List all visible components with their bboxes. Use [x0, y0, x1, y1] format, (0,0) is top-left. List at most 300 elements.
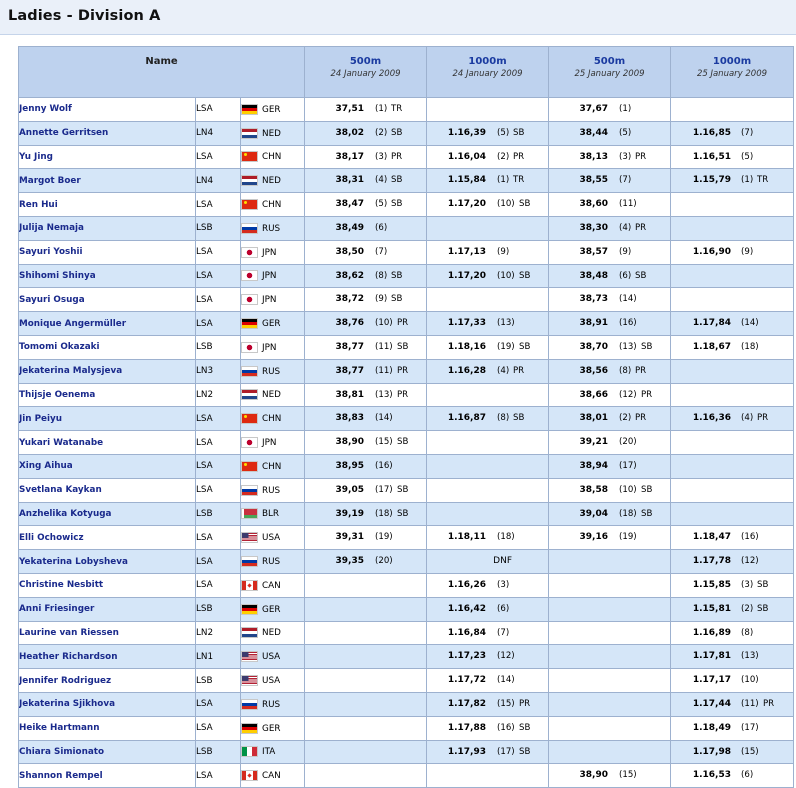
skater-name[interactable]: Yu Jing	[19, 145, 196, 169]
result-cell	[549, 216, 671, 240]
result-record-tag: PR	[763, 698, 775, 709]
result-cell	[549, 550, 671, 574]
result-rank: (18)	[375, 508, 393, 519]
result-rank: (9)	[375, 294, 388, 305]
skater-name[interactable]: Xing Aihua	[19, 454, 196, 478]
result-record-tag: SB	[513, 413, 525, 424]
skater-name[interactable]: Jekaterina Sjikhova	[19, 692, 196, 716]
result-record-tag: SB	[391, 175, 403, 186]
result-cell	[427, 169, 549, 193]
result-record-tag: SB	[397, 341, 409, 352]
name-header: Name	[19, 47, 305, 98]
skater-name[interactable]: Sayuri Osuga	[19, 288, 196, 312]
result-cell	[305, 502, 427, 526]
result-time: 38,17	[335, 151, 364, 162]
result-time: 1.16,26	[447, 579, 486, 590]
result-cell	[549, 764, 671, 788]
country-cell	[241, 121, 305, 145]
result-time: 1.17,20	[447, 199, 486, 210]
flag-icon	[241, 770, 258, 781]
result-record-tag: SB	[641, 341, 653, 352]
result-rank: (12)	[497, 651, 515, 662]
result-cell	[549, 692, 671, 716]
flag-icon	[241, 437, 258, 448]
result-time: 1.16,90	[692, 246, 731, 257]
result-cell	[305, 692, 427, 716]
header-row	[19, 47, 794, 98]
result-record-tag: PR	[641, 389, 653, 400]
country-code: GER	[262, 604, 281, 615]
result-cell	[427, 335, 549, 359]
result-rank: (10)	[375, 318, 393, 329]
country-code: ITA	[262, 747, 276, 758]
event-date: 25 January 2009	[574, 69, 645, 79]
club-code: LN2	[196, 383, 241, 407]
club-code: LN2	[196, 621, 241, 645]
flag-icon	[241, 318, 258, 329]
flag-icon	[241, 389, 258, 400]
club-code: LSA	[196, 764, 241, 788]
club-code: LSB	[196, 502, 241, 526]
result-time: 38,91	[579, 318, 608, 329]
result-time: 1.16,87	[447, 413, 486, 424]
country-code: NED	[262, 176, 281, 187]
result-rank: (9)	[497, 246, 510, 257]
club-code: LSA	[196, 716, 241, 740]
skater-name[interactable]: Jin Peiyu	[19, 407, 196, 431]
result-cell	[427, 764, 549, 788]
result-rank: (11)	[619, 199, 637, 210]
country-cell	[241, 621, 305, 645]
result-cell	[549, 193, 671, 217]
result-time: 1.16,42	[447, 603, 486, 614]
result-rank: (4)	[497, 365, 510, 376]
result-cell	[671, 312, 794, 336]
flag-icon	[241, 604, 258, 615]
club-code: LN3	[196, 359, 241, 383]
country-cell	[241, 264, 305, 288]
result-rank: (8)	[619, 365, 632, 376]
result-time: 1.16,28	[447, 365, 486, 376]
result-time: 39,19	[335, 508, 364, 519]
result-rank: (1)	[497, 175, 510, 186]
result-time: 38,94	[579, 460, 608, 471]
result-cell	[671, 454, 794, 478]
result-record-tag: PR	[397, 365, 409, 376]
result-cell	[671, 121, 794, 145]
result-time: 38,90	[335, 437, 364, 448]
result-time: 38,90	[579, 770, 608, 781]
result-cell	[549, 335, 671, 359]
result-rank: (13)	[619, 341, 637, 352]
result-rank: (5)	[497, 127, 510, 138]
flag-icon	[241, 627, 258, 638]
club-code: LSA	[196, 98, 241, 122]
country-cell	[241, 526, 305, 550]
result-cell	[549, 431, 671, 455]
country-cell	[241, 502, 305, 526]
flag-icon	[241, 461, 258, 472]
result-time: 38,76	[335, 318, 364, 329]
result-cell	[305, 121, 427, 145]
skater-name[interactable]: Chiara Simionato	[19, 740, 196, 764]
table-row	[19, 407, 794, 431]
result-time: 38,62	[335, 270, 364, 281]
result-time: 38,95	[335, 460, 364, 471]
result-rank: (11)	[375, 365, 393, 376]
result-cell	[671, 716, 794, 740]
country-code: GER	[262, 319, 281, 330]
result-record-tag: SB	[757, 603, 769, 614]
skater-name[interactable]: Shannon Rempel	[19, 764, 196, 788]
country-code: RUS	[262, 366, 281, 377]
skater-name[interactable]: Christine Nesbitt	[19, 573, 196, 597]
result-rank: (6)	[741, 770, 754, 781]
result-record-tag: PR	[519, 698, 531, 709]
table-row	[19, 669, 794, 693]
result-rank: (16)	[375, 460, 393, 471]
result-time: 38,13	[579, 151, 608, 162]
result-rank: (8)	[375, 270, 388, 281]
result-record-tag: SB	[397, 484, 409, 495]
result-time: 38,60	[579, 199, 608, 210]
result-rank: (16)	[497, 722, 515, 733]
result-rank: (17)	[619, 460, 637, 471]
result-time: 1.17,81	[692, 651, 731, 662]
result-rank: (16)	[619, 318, 637, 329]
club-code: LSB	[196, 216, 241, 240]
club-code: LSA	[196, 573, 241, 597]
table-row	[19, 216, 794, 240]
result-cell	[427, 264, 549, 288]
table-row	[19, 145, 794, 169]
result-cell	[671, 597, 794, 621]
result-rank: (15)	[497, 698, 515, 709]
event-header	[671, 47, 794, 98]
skater-name[interactable]: Yukari Watanabe	[19, 431, 196, 455]
table-row	[19, 454, 794, 478]
result-rank: (3)	[619, 151, 632, 162]
result-cell	[671, 478, 794, 502]
result-rank: (2)	[741, 603, 754, 614]
table-row	[19, 312, 794, 336]
skater-name[interactable]: Shihomi Shinya	[19, 264, 196, 288]
country-code: CHN	[262, 461, 282, 472]
club-code: LSB	[196, 669, 241, 693]
result-time: 1.18,47	[692, 532, 731, 543]
result-time: 1.17,17	[692, 675, 731, 686]
result-time: 1.16,36	[692, 413, 731, 424]
country-cell	[241, 716, 305, 740]
table-row	[19, 716, 794, 740]
flag-icon	[241, 699, 258, 710]
result-rank: (10)	[619, 484, 637, 495]
skater-name[interactable]: Heike Hartmann	[19, 716, 196, 740]
skater-name[interactable]: Tomomi Okazaki	[19, 335, 196, 359]
result-cell	[549, 98, 671, 122]
skater-name[interactable]: Laurine van Riessen	[19, 621, 196, 645]
skater-name[interactable]: Julija Nemaja	[19, 216, 196, 240]
skater-name[interactable]: Anzhelika Kotyuga	[19, 502, 196, 526]
country-code: USA	[262, 533, 281, 544]
result-record-tag: SB	[397, 437, 409, 448]
country-cell	[241, 383, 305, 407]
flag-icon	[241, 247, 258, 258]
country-cell	[241, 550, 305, 574]
result-cell	[671, 431, 794, 455]
result-cell	[427, 121, 549, 145]
table-row	[19, 645, 794, 669]
result-rank: (13)	[741, 651, 759, 662]
result-record-tag: SB	[635, 270, 647, 281]
result-rank: (10)	[497, 199, 515, 210]
flag-icon	[241, 366, 258, 377]
result-cell	[671, 740, 794, 764]
result-record-tag: SB	[519, 746, 531, 757]
result-rank: (19)	[619, 532, 637, 543]
table-row	[19, 573, 794, 597]
skater-name[interactable]: Jenny Wolf	[19, 98, 196, 122]
result-time: 1.17,13	[447, 246, 486, 257]
result-rank: (18)	[619, 508, 637, 519]
country-cell	[241, 454, 305, 478]
result-time: 1.17,33	[447, 318, 486, 329]
result-cell	[671, 383, 794, 407]
result-rank: (5)	[741, 151, 754, 162]
result-rank: (7)	[741, 127, 754, 138]
result-cell	[671, 98, 794, 122]
result-rank: (17)	[741, 722, 759, 733]
result-rank: (3)	[497, 579, 510, 590]
result-cell	[427, 621, 549, 645]
result-cell	[671, 526, 794, 550]
result-cell	[427, 312, 549, 336]
result-cell	[427, 193, 549, 217]
result-cell	[427, 454, 549, 478]
country-cell	[241, 645, 305, 669]
skater-name[interactable]: Anni Friesinger	[19, 597, 196, 621]
result-cell	[549, 121, 671, 145]
country-code: CHN	[262, 152, 282, 163]
result-cell	[549, 169, 671, 193]
flag-icon	[241, 294, 258, 305]
result-time: 38,77	[335, 365, 364, 376]
result-rank: (10)	[497, 270, 515, 281]
flag-icon	[241, 723, 258, 734]
result-cell	[549, 407, 671, 431]
result-time: 38,44	[579, 127, 608, 138]
table-row	[19, 526, 794, 550]
flag-icon	[241, 413, 258, 424]
table-row	[19, 692, 794, 716]
result-rank: (14)	[375, 413, 393, 424]
result-cell	[549, 312, 671, 336]
result-rank: (7)	[497, 627, 510, 638]
result-record-tag: PR	[397, 318, 409, 329]
result-time: 38,55	[579, 175, 608, 186]
result-time: 38,77	[335, 341, 364, 352]
result-cell	[305, 526, 427, 550]
result-time: 38,83	[335, 413, 364, 424]
result-rank: (15)	[741, 746, 759, 757]
flag-icon	[241, 675, 258, 686]
result-rank: (4)	[619, 222, 632, 233]
skater-name[interactable]: Jennifer Rodriguez	[19, 669, 196, 693]
result-cell	[305, 454, 427, 478]
result-cell	[305, 764, 427, 788]
result-cell	[549, 740, 671, 764]
result-cell	[671, 240, 794, 264]
country-code: RUS	[262, 223, 281, 234]
result-cell	[549, 502, 671, 526]
result-time: 1.18,67	[692, 341, 731, 352]
result-rank: (17)	[497, 746, 515, 757]
flag-icon	[241, 223, 258, 234]
country-code: GER	[262, 104, 281, 115]
result-time: 1.15,79	[692, 175, 731, 186]
result-record-tag: SB	[391, 294, 403, 305]
result-time: 38,30	[579, 222, 608, 233]
result-record-tag: SB	[519, 270, 531, 281]
table-row	[19, 764, 794, 788]
country-code: NED	[262, 128, 281, 139]
country-cell	[241, 145, 305, 169]
country-cell	[241, 431, 305, 455]
flag-icon	[241, 651, 258, 662]
skater-name[interactable]: Jekaterina Malysjeva	[19, 359, 196, 383]
result-time: 1.18,11	[447, 532, 486, 543]
result-record-tag: SB	[519, 722, 531, 733]
result-time: 38,48	[579, 270, 608, 281]
table-row	[19, 335, 794, 359]
result-record-tag: SB	[519, 199, 531, 210]
result-time: 39,31	[335, 532, 364, 543]
result-time: 1.16,53	[692, 770, 731, 781]
result-rank: (2)	[375, 127, 388, 138]
country-code: NED	[262, 390, 281, 401]
result-cell	[671, 621, 794, 645]
skater-name[interactable]: Monique Angermüller	[19, 312, 196, 336]
result-cell	[427, 98, 549, 122]
result-time: 1.17,20	[447, 270, 486, 281]
result-cell	[671, 288, 794, 312]
club-code: LSA	[196, 526, 241, 550]
country-cell	[241, 335, 305, 359]
result-rank: (19)	[497, 341, 515, 352]
result-cell	[305, 621, 427, 645]
result-record-tag: SB	[757, 579, 769, 590]
result-cell	[305, 240, 427, 264]
result-time: 39,35	[335, 556, 364, 567]
result-rank: (17)	[375, 484, 393, 495]
result-rank: (6)	[619, 270, 632, 281]
country-cell	[241, 692, 305, 716]
event-header	[427, 47, 549, 98]
result-time: 1.15,81	[692, 603, 731, 614]
result-cell	[671, 193, 794, 217]
result-rank: (1)	[741, 175, 754, 186]
result-rank: (15)	[619, 770, 637, 781]
title-bar	[0, 0, 796, 35]
result-cell	[427, 740, 549, 764]
result-cell	[549, 240, 671, 264]
result-time: 1.17,44	[692, 698, 731, 709]
result-rank: (20)	[375, 556, 393, 567]
skater-name[interactable]: Margot Boer	[19, 169, 196, 193]
result-cell	[427, 431, 549, 455]
result-time: 1.17,84	[692, 318, 731, 329]
result-time: 1.16,04	[447, 151, 486, 162]
result-cell	[427, 478, 549, 502]
result-cell	[671, 216, 794, 240]
result-record-tag: PR	[635, 365, 647, 376]
result-cell	[549, 383, 671, 407]
event-distance: 500m	[349, 56, 382, 67]
result-time: 1.16,85	[692, 127, 731, 138]
country-cell	[241, 288, 305, 312]
result-cell	[305, 669, 427, 693]
result-rank: (6)	[497, 603, 510, 614]
skater-name[interactable]: Yekaterina Lobysheva	[19, 550, 196, 574]
skater-name[interactable]: Elli Ochowicz	[19, 526, 196, 550]
result-rank: (1)	[375, 104, 388, 114]
event-distance: 1000m	[468, 56, 507, 67]
skater-name[interactable]: Svetlana Kaykan	[19, 478, 196, 502]
country-code: USA	[262, 676, 281, 687]
result-time: 39,16	[579, 532, 608, 543]
table-row	[19, 621, 794, 645]
result-cell	[305, 359, 427, 383]
country-cell	[241, 240, 305, 264]
result-rank: (14)	[619, 294, 637, 305]
result-cell	[305, 573, 427, 597]
country-cell	[241, 216, 305, 240]
result-rank: (18)	[741, 341, 759, 352]
result-record-tag: PR	[391, 151, 403, 162]
result-record-tag: SB	[391, 199, 403, 210]
result-cell	[305, 431, 427, 455]
result-cell	[305, 478, 427, 502]
skater-name[interactable]: Sayuri Yoshii	[19, 240, 196, 264]
country-code: JPN	[262, 295, 277, 306]
result-rank: (3)	[375, 151, 388, 162]
result-cell	[549, 359, 671, 383]
country-cell	[241, 169, 305, 193]
country-code: BLR	[262, 509, 280, 520]
country-cell	[241, 764, 305, 788]
result-time: 38,73	[579, 294, 608, 305]
result-cell	[427, 288, 549, 312]
result-cell	[671, 550, 794, 574]
result-rank: (13)	[375, 389, 393, 400]
table-row	[19, 169, 794, 193]
result-cell	[305, 383, 427, 407]
result-cell	[671, 502, 794, 526]
result-rank: (6)	[375, 222, 388, 233]
result-rank: (9)	[619, 246, 632, 257]
club-code: LSB	[196, 597, 241, 621]
skater-name[interactable]: Thijsje Oenema	[19, 383, 196, 407]
country-code: NED	[262, 628, 281, 639]
skater-name[interactable]: Ren Hui	[19, 193, 196, 217]
country-code: CAN	[262, 771, 281, 782]
skater-name[interactable]: Annette Gerritsen	[19, 121, 196, 145]
result-rank: (8)	[741, 627, 754, 638]
country-cell	[241, 407, 305, 431]
skater-name[interactable]: Heather Richardson	[19, 645, 196, 669]
club-code: LSB	[196, 740, 241, 764]
result-cell	[671, 645, 794, 669]
